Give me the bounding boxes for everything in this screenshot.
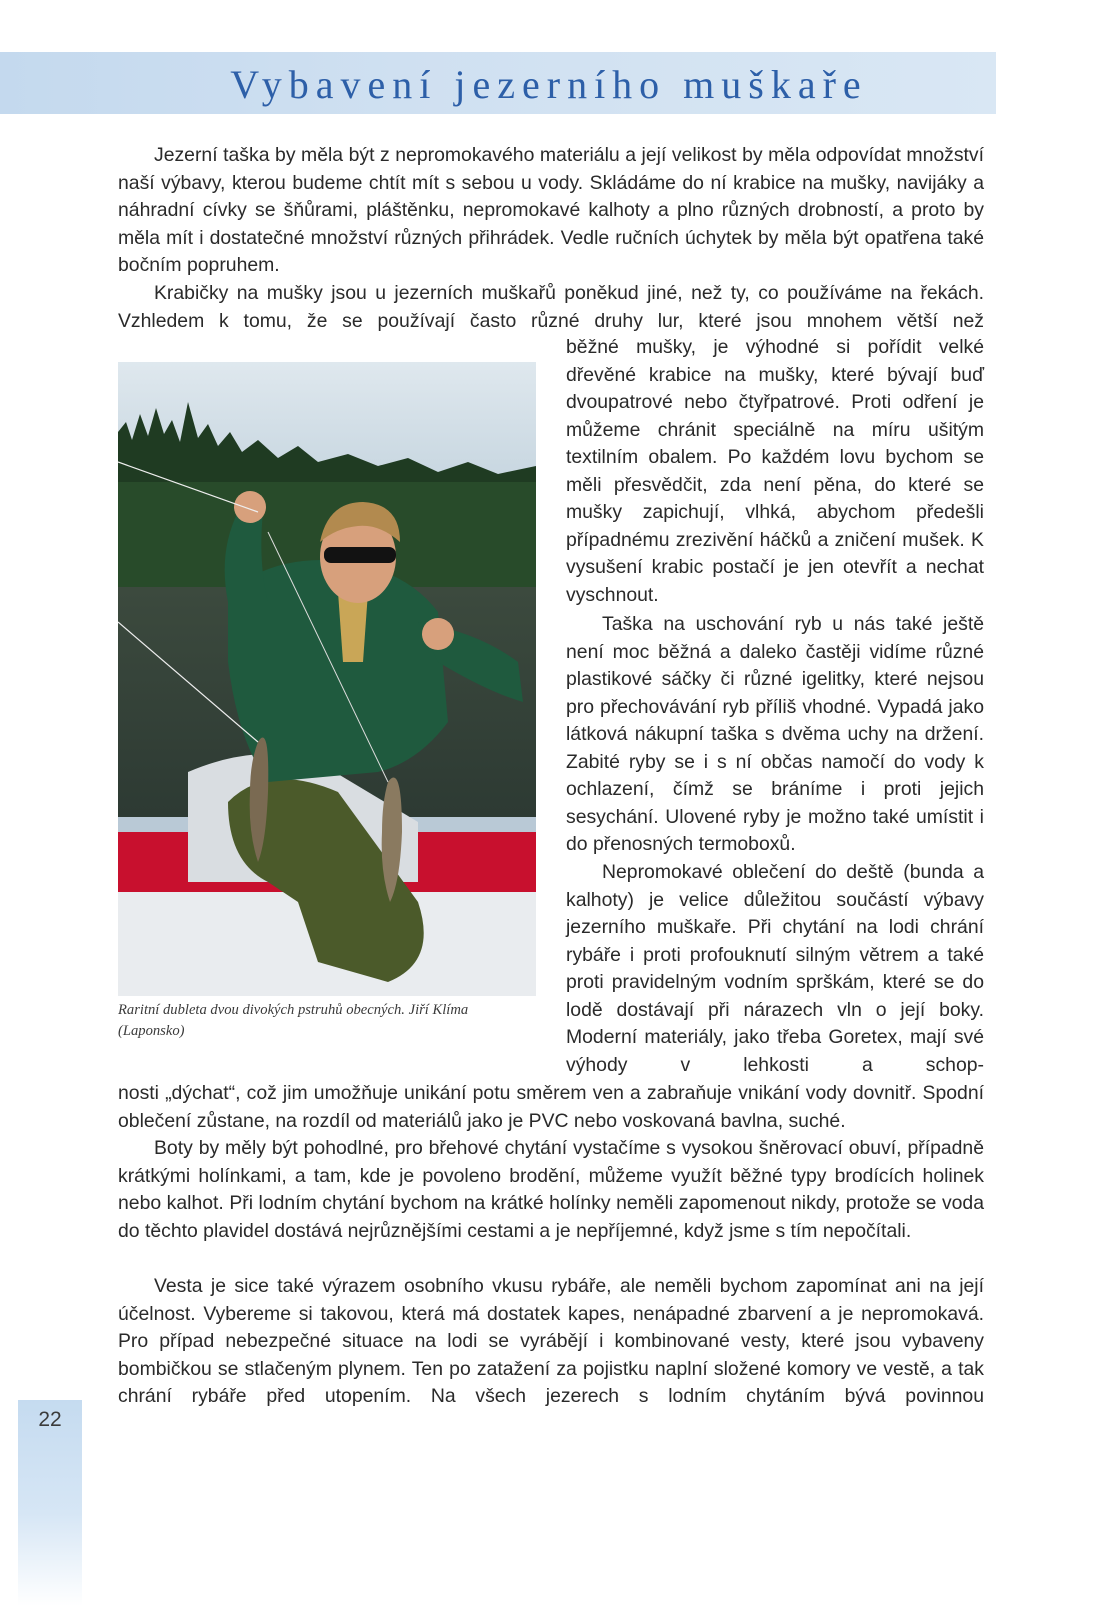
caption-line-1: Raritní dubleta dvou divokých pstruhů obecných. Jiří Klíma bbox=[118, 1002, 469, 1018]
paragraph-4-full: nosti „dýchat“, což jim umožňuje unikání potu směrem ven a zabraňuje vnikání vody dovnitř. Spodní oblečení zůstane, na rozdíl od materiálů jako je PVC nebo voskovaná bavlna, suché. bbox=[118, 1082, 984, 1132]
paragraph-4-column: Nepromokavé oblečení do deště (bunda a kalhoty) je velice důležitou součástí výbavy jezerního muškaře. Při chytání na lodi chrání rybáře i proti profouknutí silným větrem a také proti pravidelným vodním sprškám, které se do lodě dostávají při nárazech vln o její boky. Moderní materiály, jako třeba Goretex, mají své výhody v lehkosti a schop- bbox=[566, 861, 984, 1076]
paragraph-5: Boty by měly být pohodlné, pro břehové chytání vystačíme s vysokou šněrovací obuví, případně krátkými holínkami, a tam, kde je povoleno brodění, můžeme využít běžné typy brodících holinek nebo kalhot. Při lodním chytání bychom na krátké holínky neměli zapomenout nikdy, protože se voda do těchto plavidel dostává nejrůznějšími cestami a je nepříjemné, když jsme s tím nepočítali. bbox=[118, 1137, 984, 1242]
photo-caption bbox=[118, 1000, 536, 1042]
page-number: 22 bbox=[38, 1408, 62, 1431]
fisherman-photo bbox=[118, 362, 536, 996]
paragraph-2-full: Krabičky na mušky jsou u jezerních muškařů poněkud jiné, než ty, co používáme na řekách. Vzhledem k tomu, že se používají často různé druhy lur, které jsou mnohem větší než bbox=[118, 282, 984, 332]
fisherman-illustration bbox=[118, 362, 536, 996]
page-title: Vybavení jezerního muškaře bbox=[230, 62, 868, 107]
paragraph-3: Taška na uschování ryb u nás také ještě není moc běžná a daleko častěji vidíme různé plastikové sáčky či různé igelitky, které nejsou pro přechovávání ryb příliš vhodné. Vypadá jako látková nákupní taška s dvěma uchy na držení. Zabité ryby se i s ní občas namočí do vody k ochlazení, čímž se bráníme i proti jejich sesychání. Ulovené ryby je možno také umístit i do přenosných termoboxů. bbox=[566, 613, 984, 855]
paragraph-1: Jezerní taška by měla být z nepromokavého materiálu a její velikost by měla odpovídat množství naší výbavy, kterou budeme chtít mít s sebou u vody. Skládáme do ní krabice na mušky, navijáky a náhradní cívky se šňůrami, pláštěnku, nepromokavé kalhoty a plno různých drobností, a proto by měla mít i dostatečné množství různých přihrádek. Vedle ručních úchytek by měla být opatřena také bočním popruhem. bbox=[118, 144, 984, 276]
caption-line-2: (Laponsko) bbox=[118, 1023, 185, 1039]
paragraph-2-column: běžné mušky, je výhodné si pořídit velké dřevěné krabice na mušky, které bývají buď dvoupatrové nebo čtyřpatrové. Proti odření je můžeme chránit speciálně na míru ušitým textilním obalem. Po každém lovu bychom se měli přesvědčit, zda není pěna, do které se mušky zapichují, vlhká, abychom předešli případnému zrezivění háčků a zničení mušek. K vysušení krabic postačí je jen otevřít a nechat vyschnout. bbox=[566, 336, 984, 606]
paragraph-6: Vesta je sice také výrazem osobního vkusu rybáře, ale neměli bychom zapomínat ani na její účelnost. Vybereme si takovou, která má dostatek kapes, nenápadné zbarvení a je nepromokavá. Pro případ nebezpečné situace na lodi se vyrábějí i kombinované vesty, které jsou vybaveny bombičkou se stlačeným plynem. Ten po zatažení za pojistku naplní složené komory ve vestě, a tak chrání rybáře před utopením. Na všech jezerech s lodním chytáním bývá povinnou bbox=[118, 1275, 984, 1407]
